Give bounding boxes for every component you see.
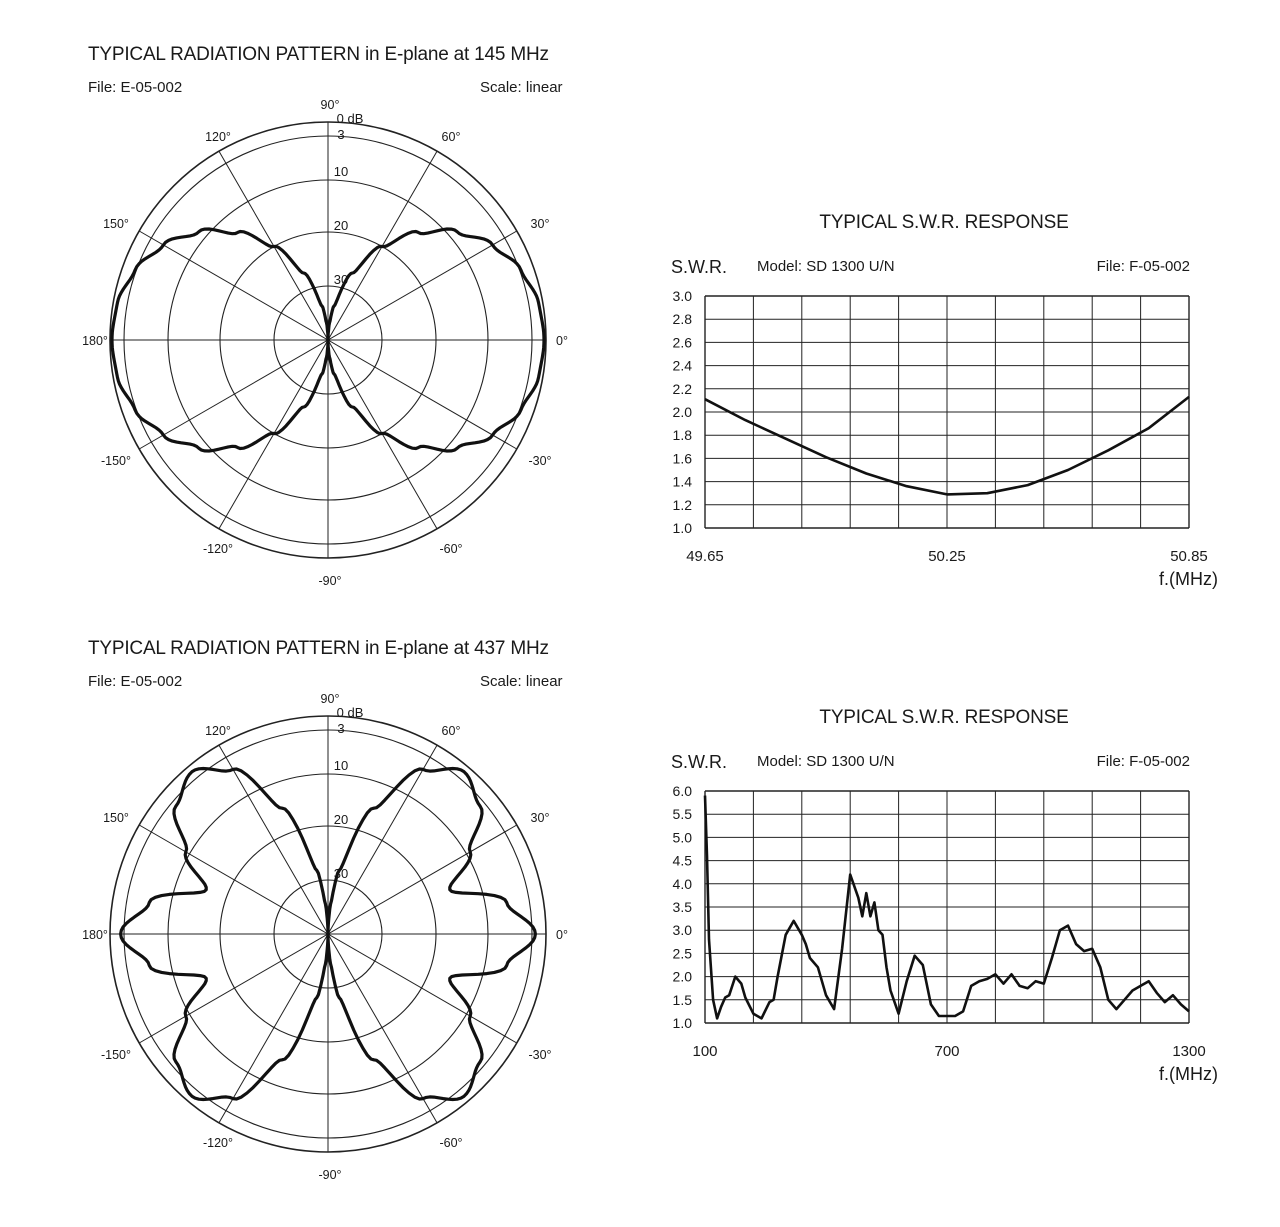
swr-xlabel: f.(MHz) (1159, 1064, 1218, 1084)
polar-file-label: File: E-05-002 (88, 673, 183, 690)
polar-ring-label: 30 (333, 866, 349, 881)
polar-angle-label: -90° (318, 1168, 342, 1182)
swr-ytick-label: 3.5 (672, 899, 692, 915)
polar-ring-label: 30 (333, 272, 349, 287)
swr-ytick-label: 3.0 (672, 288, 692, 304)
polar-file-label: File: E-05-002 (88, 79, 183, 96)
polar-scale-label: Scale: linear (480, 79, 563, 96)
swr-ytick-label: 2.4 (672, 357, 692, 374)
polar-angle-label: 180° (82, 334, 108, 348)
swr-ytick-label: 1.0 (672, 520, 692, 536)
polar-angle-label: 180° (82, 928, 108, 942)
polar-angle-label: -60° (439, 542, 463, 556)
swr-xtick-label: 1300 (1172, 1043, 1206, 1060)
swr-xtick-label: 49.65 (686, 548, 724, 565)
polar-angle-label: 60° (441, 130, 461, 144)
swr-ytick-label: 2.8 (672, 311, 692, 328)
polar-ring-label: 20 (333, 218, 349, 233)
swr-ytick-label: 2.2 (672, 380, 692, 397)
polar-ring-label: 3 (337, 721, 345, 736)
polar-angle-label: -150° (100, 454, 132, 468)
swr-xtick-label: 700 (934, 1043, 960, 1060)
polar-title: TYPICAL RADIATION PATTERN in E-plane at 145 MHz (88, 44, 549, 65)
swr-ytick-label: 3.0 (672, 922, 692, 939)
swr-ytick-label: 6.0 (672, 783, 692, 799)
polar-angle-label: 120° (205, 724, 231, 738)
polar-ring-label: 10 (333, 758, 349, 773)
polar-angle-label: 150° (103, 811, 129, 825)
polar-angle-label: 150° (103, 217, 129, 231)
polar-ring-label: 20 (333, 812, 349, 827)
polar-angle-label: -150° (100, 1048, 132, 1062)
swr-ytick-label: 5.0 (672, 829, 692, 846)
polar-ring-label: 0 dB (336, 111, 364, 126)
swr-xtick-label: 100 (692, 1043, 718, 1060)
swr-ytick-label: 4.5 (672, 852, 692, 869)
swr-ytick-label: 2.0 (672, 404, 692, 420)
swr-model-label: Model: SD 1300 U/N (757, 258, 895, 275)
swr-model-label: Model: SD 1300 U/N (757, 753, 895, 770)
swr-ytick-label: 5.5 (672, 806, 692, 823)
swr-ytick-label: 1.0 (672, 1015, 692, 1031)
polar-angle-label: 30° (530, 217, 550, 231)
polar-scale-label: Scale: linear (480, 673, 563, 690)
polar-title: TYPICAL RADIATION PATTERN in E-plane at 437 MHz (88, 638, 549, 659)
swr-ytick-label: 1.4 (672, 473, 692, 490)
swr-xtick-label: 50.25 (928, 548, 966, 565)
swr-ytick-label: 2.5 (672, 945, 692, 962)
polar-angle-label: -30° (528, 454, 552, 468)
swr-file-label: File: F-05-002 (1096, 753, 1190, 770)
swr-ytick-label: 4.0 (672, 875, 692, 892)
polar-angle-label: 0° (556, 928, 568, 942)
swr-ytick-label: 2.6 (672, 334, 692, 351)
polar-ring-label: 0 dB (336, 705, 364, 720)
polar-angle-label: 60° (441, 724, 461, 738)
swr-ytick-label: 1.2 (672, 496, 692, 513)
polar-angle-label: -60° (439, 1136, 463, 1150)
swr-ylabel: S.W.R. (671, 752, 728, 772)
polar-ring-label: 10 (333, 164, 349, 179)
polar-angle-label: 0° (556, 334, 568, 348)
polar-angle-label: 90° (320, 692, 340, 706)
polar-angle-label: -30° (528, 1048, 552, 1062)
polar-angle-label: 120° (205, 130, 231, 144)
swr-xtick-label: 50.85 (1170, 548, 1208, 565)
polar-angle-label: -90° (318, 574, 342, 588)
polar-angle-label: -120° (202, 542, 234, 556)
polar-angle-label: 90° (320, 98, 340, 112)
swr-title: TYPICAL S.W.R. RESPONSE (819, 212, 1069, 233)
polar-angle-label: -120° (202, 1136, 234, 1150)
swr-ytick-label: 1.8 (672, 427, 692, 444)
swr-ylabel: S.W.R. (671, 257, 728, 277)
polar-angle-label: 30° (530, 811, 550, 825)
swr-xlabel: f.(MHz) (1159, 569, 1218, 589)
swr-ytick-label: 2.0 (672, 968, 692, 985)
swr-file-label: File: F-05-002 (1096, 258, 1190, 275)
swr-ytick-label: 1.6 (672, 450, 692, 467)
polar-ring-label: 3 (337, 127, 345, 142)
swr-ytick-label: 1.5 (672, 991, 692, 1008)
swr-title: TYPICAL S.W.R. RESPONSE (819, 707, 1069, 728)
